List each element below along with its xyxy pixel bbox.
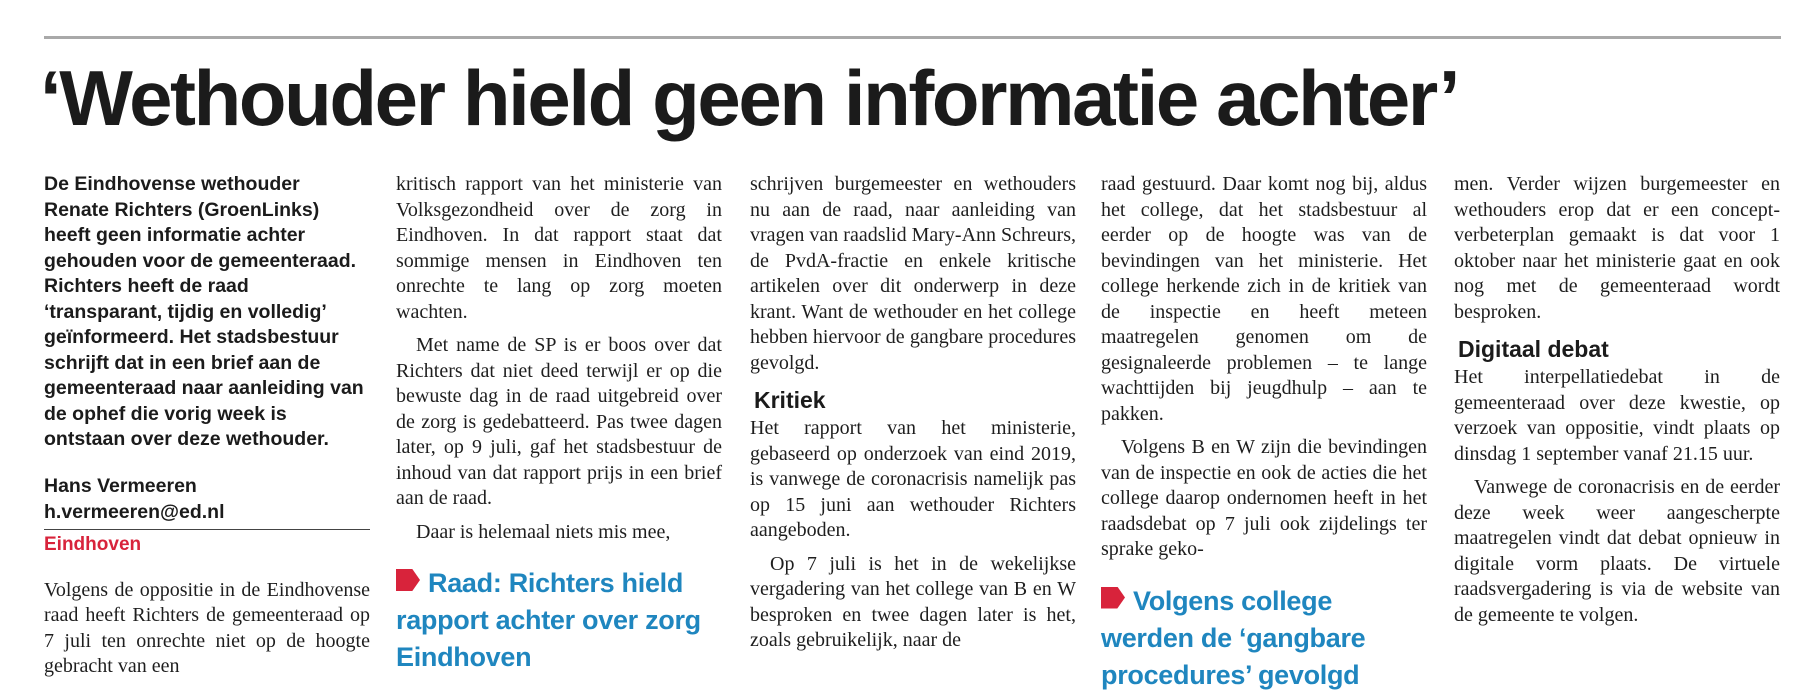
column-4 — [1101, 172, 1427, 694]
pull-quote — [1101, 583, 1427, 694]
article-headline: ‘Wethouder hield geen informatie achter’ — [40, 54, 1459, 142]
section-subhead: Kritiek — [754, 387, 826, 413]
body-paragraph: Volgens B en W zijn die bevindingen van de inspectie en ook de acties die het college daarop ondernomen heeft in het raadsdebat op 7 juli ook zijdelings ter sprake geko- — [1101, 436, 1427, 560]
body-paragraph: Met name de SP is er boos over dat Richters dat niet deed terwijl er op die bewuste dag in de raad uitgebreid over de zorg is gedebatteerd. Pas twee dagen later, op 9 juli, gaf het stadsbestuur de inhoud van dat rapport prijs in een brief aan de raad. — [396, 334, 722, 509]
pull-quote — [396, 565, 722, 676]
body-paragraph: Vanwege de coronacrisis en de eerder deze week weer aangescherpte maatregelen vindt dat debat opnieuw in digitale vorm plaats. De virtuele raadsvergadering is via de website van de gemeente te volgen. — [1454, 476, 1780, 626]
body-paragraph: raad gestuurd. Daar komt nog bij, aldus het college, dat het stadsbestuur al eerder op de hoogte was van de bevindingen van het ministerie. Het college herkende zich in de kritiek van de inspectie en heeft meteen maatregelen genomen om de gesignaleerde problemen – te lange wachttijden bij jeugdhulp – aan te pakken. — [1101, 173, 1427, 425]
body-paragraph: Het rapport van het ministerie, gebaseerd op onderzoek van eind 2019, is vanwege de coronacrisis namelijk pas op 15 juni aan wethouder Richters aangeboden. — [750, 417, 1076, 541]
body-paragraph: Daar is helemaal niets mis mee, — [416, 520, 671, 543]
column-3 — [750, 172, 1076, 654]
body-paragraph: Volgens de oppositie in de Eindhovense raad heeft Richters de gemeenteraad op 7 juli ten onrechte niet op de hoogte gebracht van een — [44, 578, 370, 677]
column-2 — [396, 172, 722, 676]
body-paragraph: men. Verder wijzen burgemeester en wethouders erop dat er een concept-verbeterplan gemaakt is dat voor 1 oktober naar het ministerie gaat en ook nog met de gemeenteraad wordt besproken. — [1454, 173, 1780, 323]
body-paragraph: schrijven burgemeester en wethouders nu aan de raad, naar aanleiding van vragen van raadslid Mary-Ann Schreurs, de PvdA-fractie en enkele kritische artikelen over dit onderwerp in deze krant. Want de wethouder en het college hebben hiervoor de gangbare procedures gevolgd. — [750, 173, 1077, 374]
body-paragraph: Op 7 juli is het in de wekelijkse vergadering van het college van B en W besproken en twee dagen later is het, zoals gebruikelijk, naar de — [750, 552, 1076, 651]
byline-author: Hans Vermeeren — [44, 474, 197, 497]
byline-divider — [44, 529, 370, 530]
pull-quote-text: Volgens college werden de ‘gangbare procedures’ gevolgd — [1101, 585, 1366, 690]
column-5 — [1454, 172, 1780, 628]
body-paragraph: Het interpellatiedebat in de gemeenteraad over deze kwestie, op verzoek van oppositie, vindt plaats op dinsdag 1 september vanaf 21.15 uur. — [1454, 366, 1780, 465]
arrow-marker-icon — [1101, 587, 1125, 609]
top-rule — [44, 36, 1781, 39]
arrow-marker-icon — [396, 569, 420, 591]
byline-location: Eindhoven — [44, 533, 142, 555]
article-lead: De Eindhovense wethouder Renate Richters (GroenLinks) heeft geen informatie achter gehouden voor de gemeenteraad. Richters heeft de raad ‘transparant, tijdig en volledig’ geïnformeerd. Het stadsbestuur schrijft dat in een brief aan de gemeenteraad naar aanleiding van de ophef die vorig week is ontstaan over deze wethouder. — [44, 173, 364, 450]
column-1-body — [44, 578, 370, 680]
body-paragraph: kritisch rapport van het ministerie van Volksgezondheid over de zorg in Eindhoven. In dat rapport staat dat sommige mensen in Eindhoven ten onrechte te lang op zorg moeten wachten. — [396, 173, 722, 323]
section-subhead: Digitaal debat — [1458, 336, 1609, 362]
pull-quote-text: Raad: Richters hield rapport achter over zorg Eindhoven — [396, 568, 701, 672]
column-1 — [44, 172, 370, 680]
byline-email[interactable]: h.vermeeren@ed.nl — [44, 500, 225, 523]
